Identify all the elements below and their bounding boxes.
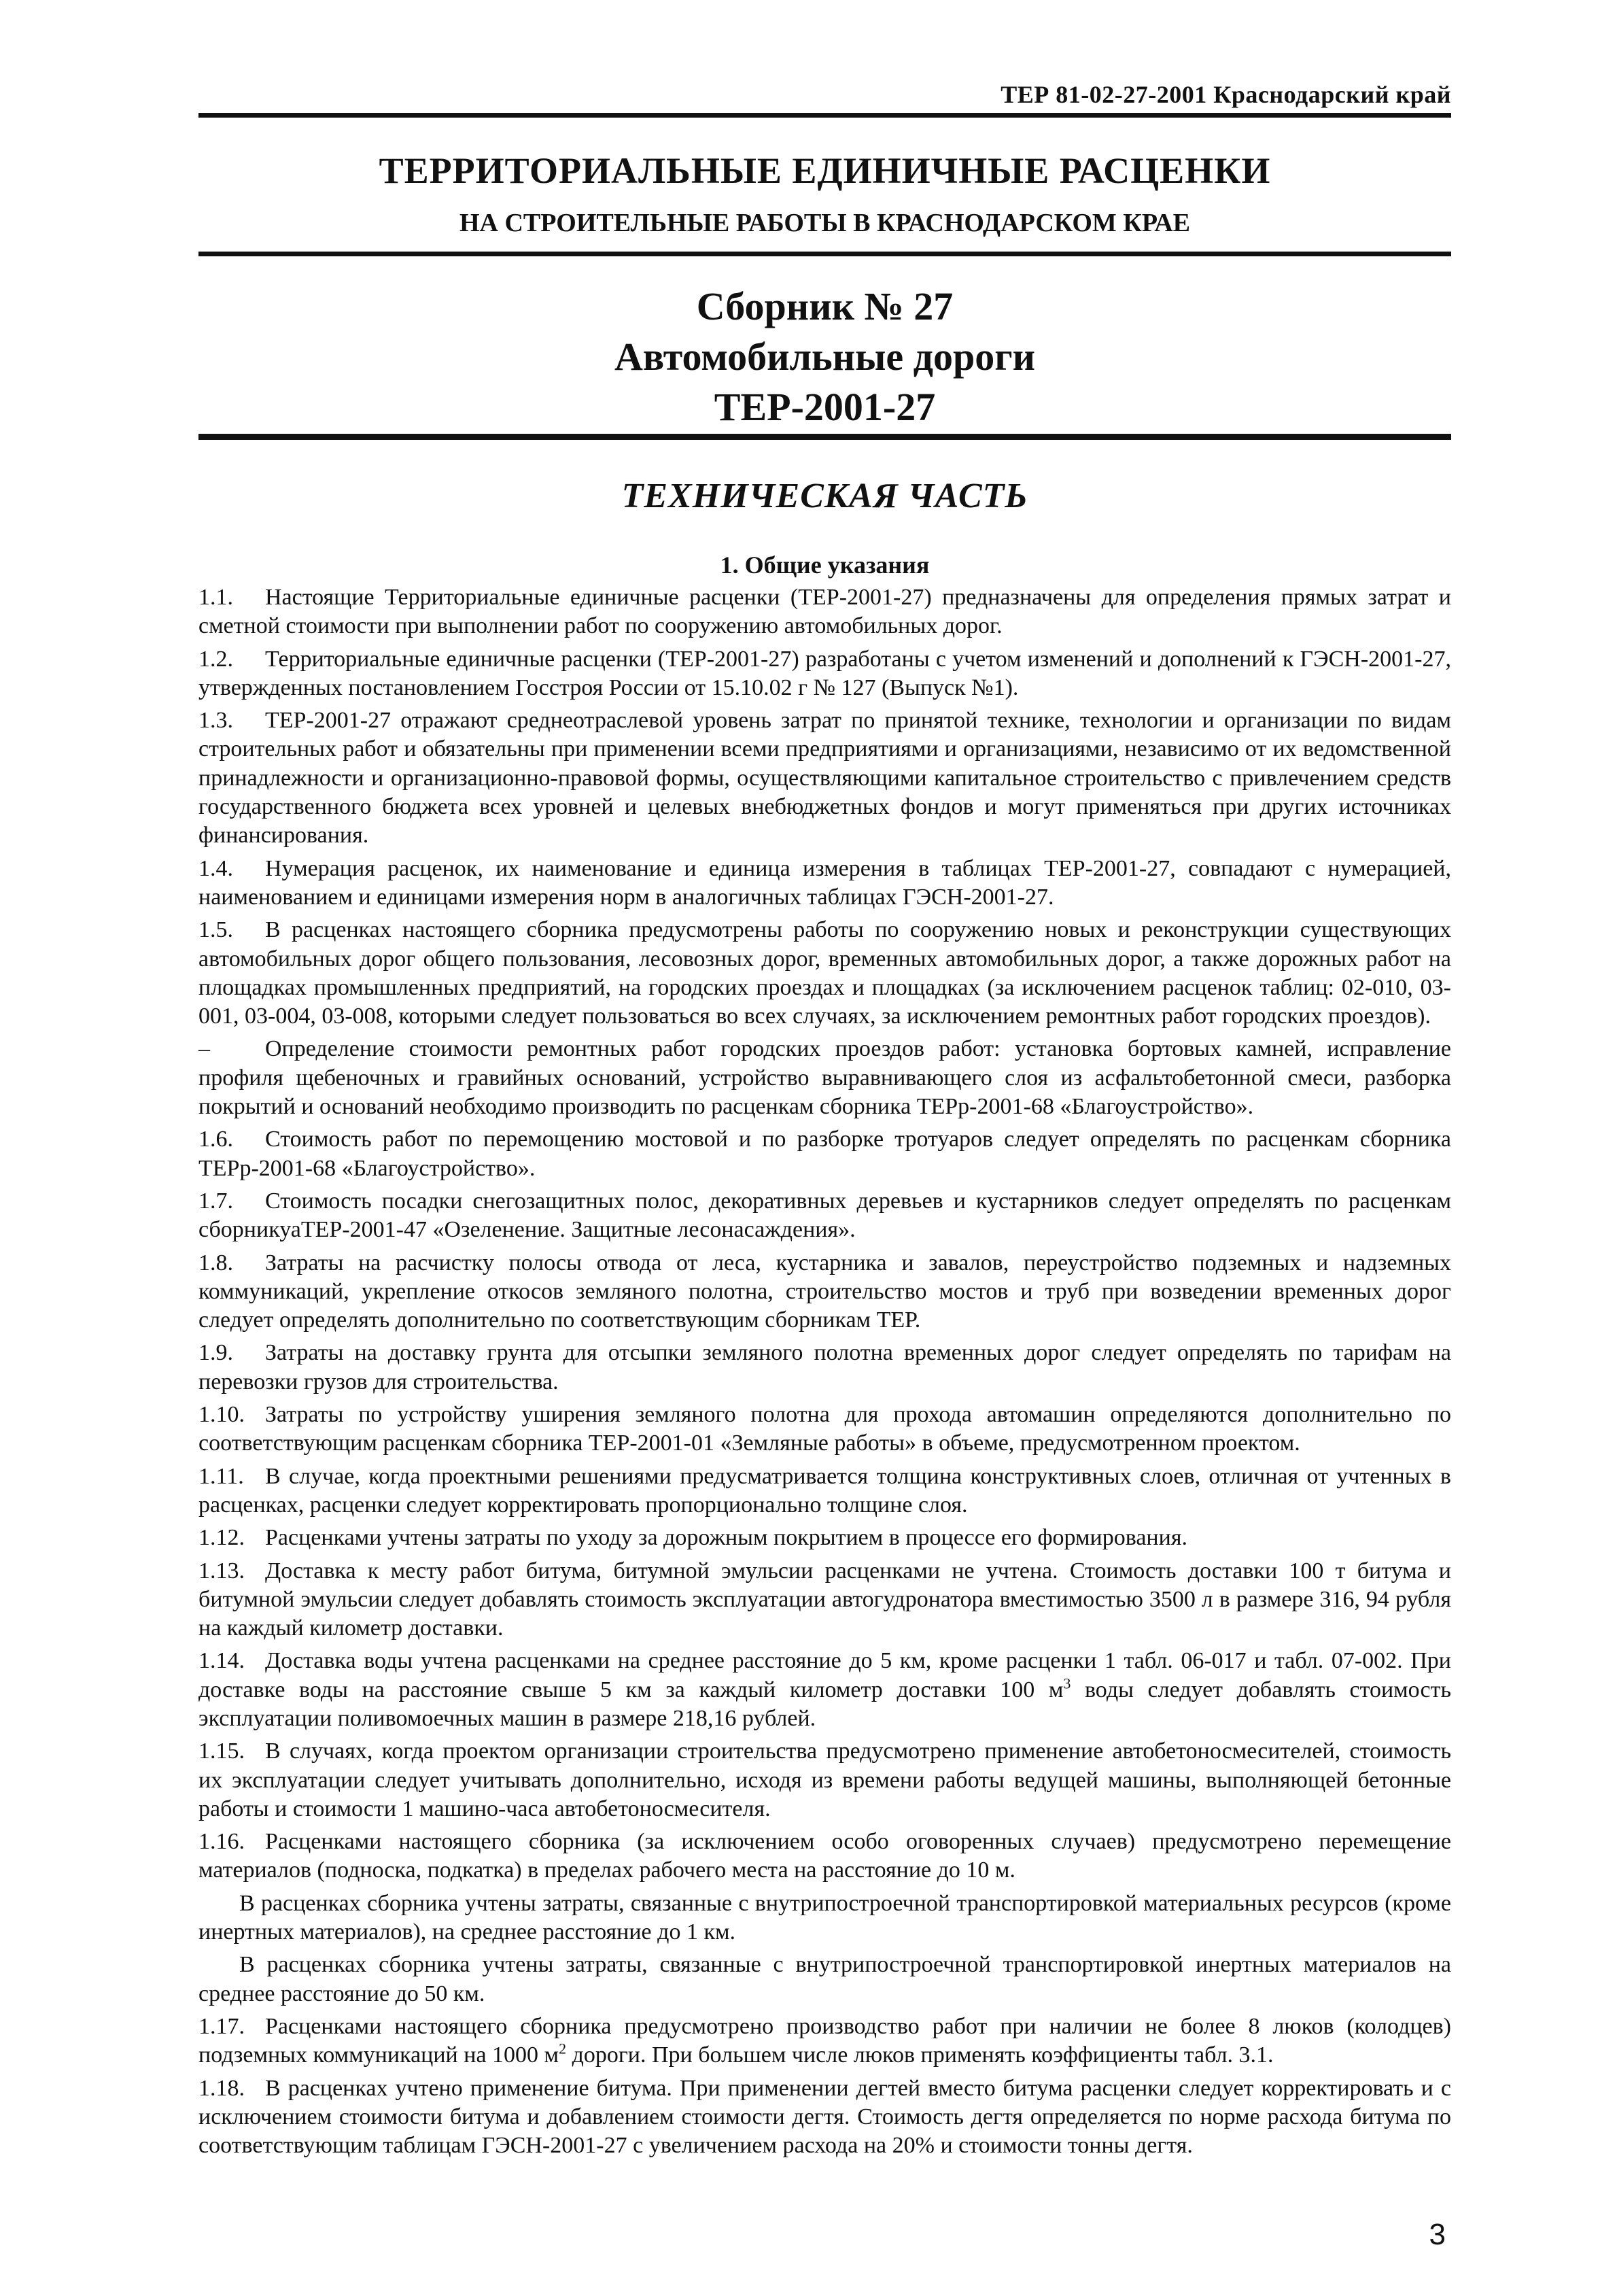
paragraph bbox=[198, 2012, 1451, 2070]
paragraph-number: 1.2. bbox=[198, 646, 233, 672]
paragraph-text: Расценками учтены затраты по уходу за дорожным покрытием в процессе его формирования. bbox=[265, 1525, 1187, 1551]
paragraph bbox=[198, 1035, 1451, 1121]
paragraph-number: 1.8. bbox=[198, 1250, 233, 1275]
paragraph bbox=[198, 1889, 1451, 1947]
main-title: ТЕРРИТОРИАЛЬНЫЕ ЕДИНИЧНЫЕ РАСЦЕНКИ bbox=[379, 150, 1271, 191]
paragraph-number: 1.12. bbox=[198, 1525, 245, 1551]
paragraph-number: 1.15. bbox=[198, 1738, 245, 1764]
paragraph bbox=[198, 1249, 1451, 1335]
paragraph-number: 1.1. bbox=[198, 585, 233, 610]
paragraph-text: Затраты по устройству уширения земляного полотна для прохода автомашин определяются дополнительно по соответствующим расценкам сборника ТЕР-2001-01 «Земляные работы» в объеме, предусмотренном проектом. bbox=[198, 1402, 1451, 1456]
paragraph-number: 1.10. bbox=[198, 1402, 245, 1428]
paragraph bbox=[198, 1951, 1451, 2008]
paragraph-text: Расценками настоящего сборника предусмотрено производство работ при наличии не более 8 люков (колодцев) подземных коммуникаций на 1000 м bbox=[198, 2013, 1451, 2068]
main-subtitle: НА СТРОИТЕЛЬНЫЕ РАБОТЫ В КРАСНОДАРСКОМ КРАЕ bbox=[459, 209, 1190, 237]
part-title: ТЕХНИЧЕСКАЯ ЧАСТЬ bbox=[621, 477, 1028, 515]
paragraph bbox=[198, 1187, 1451, 1245]
paragraph bbox=[198, 1401, 1451, 1458]
collection-code: ТЕР-2001-27 bbox=[714, 385, 936, 429]
running-head: ТЕР 81-02-27-2001 Краснодарский край bbox=[1001, 81, 1451, 108]
paragraph bbox=[198, 1462, 1451, 1520]
paragraph-number: 1.3. bbox=[198, 708, 233, 734]
paragraph bbox=[198, 1647, 1451, 1733]
paragraph bbox=[198, 1339, 1451, 1397]
paragraph-text: Затраты на расчистку полосы отвода от леса, кустарника и завалов, переустройство подземных и надземных коммуникаций, укрепление откосов земляного полотна, строительство мостов и труб при возведении временных дорог следует определять дополнительно по соответствующим сборникам ТЕР. bbox=[198, 1250, 1451, 1333]
paragraph bbox=[198, 645, 1451, 703]
paragraph-text: Стоимость работ по перемощению мостовой и по разборке тротуаров следует определять по расценкам сборника ТЕРр-2001-68 «Благоустройство». bbox=[198, 1127, 1451, 1181]
title-rule bbox=[198, 252, 1451, 256]
paragraph-number: 1.17. bbox=[198, 2013, 245, 2039]
paragraph-number: 1.16. bbox=[198, 1829, 245, 1855]
paragraph-text: Доставка к месту работ битума, битумной эмульсии расценками не учтена. Стоимость доставки 100 т битума и битумной эмульсии следует добавлять стоимость эксплуатации автогудронатора вместимостью 3500 л в размере 316, 94 рубля на каждый километр доставки. bbox=[198, 1558, 1451, 1641]
paragraph bbox=[198, 583, 1451, 641]
paragraph-text: Доставка воды учтена расценками на среднее расстояние до 5 км, кроме расценки 1 табл. 06-017 и табл. 07-002. При доставке воды на расстояние свыше 5 км за каждый километр доставки 100 м bbox=[198, 1648, 1451, 1702]
collection-name: Автомобильные дороги bbox=[614, 335, 1036, 379]
page-number: 3 bbox=[1429, 2218, 1446, 2251]
section-title: 1. Общие указания bbox=[720, 551, 930, 579]
collection-number: Сборник № 27 bbox=[696, 284, 954, 328]
paragraph bbox=[198, 1557, 1451, 1643]
paragraph-number: 1.14. bbox=[198, 1648, 245, 1674]
paragraph-text: ТЕР-2001-27 отражают среднеотраслевой уровень затрат по принятой технике, технологии и организации по видам строительных работ и обязательны при применении всеми предприятиями и организациями, независимо от их ведомственной принадлежности и организационно-правовой формы, осуществляющими капитальное строительство с привлечением средств государственного бюджета всех уровней и целевых внебюджетных фондов и могут применяться при других источниках финансирования. bbox=[198, 708, 1451, 849]
paragraph-text: В расценках сборника учтены затраты, связанные с внутрипостроечной транспортировкой материальных ресурсов (кроме инертных материалов), на среднее расстояние до 1 км. bbox=[198, 1890, 1451, 1945]
header-rule bbox=[198, 113, 1451, 118]
paragraph-text: Настоящие Территориальные единичные расценки (ТЕР-2001-27) предназначены для определения прямых затрат и сметной стоимости при выполнении работ по сооружению автомобильных дорог. bbox=[198, 585, 1451, 639]
superscript: 2 bbox=[559, 2040, 567, 2057]
paragraph-number: 1.18. bbox=[198, 2075, 245, 2101]
paragraph-text: В расценках сборника учтены затраты, связанные с внутрипостроечной транспортировкой инертных материалов на среднее расстояние до 50 км. bbox=[198, 1952, 1451, 2006]
superscript: 3 bbox=[1063, 1675, 1071, 1692]
paragraph-number: 1.7. bbox=[198, 1188, 233, 1214]
paragraph bbox=[198, 1524, 1451, 1552]
document-body bbox=[198, 583, 1451, 2164]
paragraph-text: В случае, когда проектными решениями предусматривается толщина конструктивных слоев, отличная от учтенных в расценках, расценки следует корректировать пропорционально толщине слоя. bbox=[198, 1463, 1451, 1518]
paragraph-text: Территориальные единичные расценки (ТЕР-2001-27) разработаны с учетом изменений и дополнений к ГЭСН-2001-27, утвержденных постановлением Госстроя России от 15.10.02 г № 127 (Выпуск №1). bbox=[198, 646, 1451, 700]
paragraph-text: Стоимость посадки снегозащитных полос, декоративных деревьев и кустарников следует определять по расценкам сборникуаТЕР-2001-47 «Озеленение. Защитные лесонасаждения». bbox=[198, 1188, 1451, 1243]
paragraph-number: – bbox=[198, 1036, 210, 1062]
paragraph bbox=[198, 2074, 1451, 2161]
paragraph-number: 1.6. bbox=[198, 1127, 233, 1152]
paragraph-text: Затраты на доставку грунта для отсыпки земляного полотна временных дорог следует определять по тарифам на перевозки грузов для строительства. bbox=[198, 1340, 1451, 1394]
paragraph-number: 1.5. bbox=[198, 917, 233, 943]
paragraph bbox=[198, 706, 1451, 850]
paragraph bbox=[198, 1828, 1451, 1885]
paragraph-number: 1.4. bbox=[198, 855, 233, 881]
paragraph-number: 1.11. bbox=[198, 1463, 244, 1489]
paragraph bbox=[198, 1125, 1451, 1183]
paragraph bbox=[198, 916, 1451, 1031]
paragraph bbox=[198, 855, 1451, 912]
paragraph-text: Расценками настоящего сборника (за исключением особо оговоренных случаев) предусмотрено перемещение материалов (подноска, подкатка) в пределах рабочего места на расстояние до 10 м. bbox=[198, 1829, 1451, 1883]
paragraph-text-continued: воды следует добавлять стоимость эксплуатации поливомоечных машин в размере 218,16 рублей. bbox=[198, 1677, 1451, 1731]
paragraph-text: В расценках настоящего сборника предусмотрены работы по сооружению новых и реконструкции существующих автомобильных дорог общего пользования, лесовозных дорог, временных автомобильных дорог, а также дорожных работ на площадках промышленных предприятий, на городских проездах и площадках (за исключением расценок таблиц: 02-010, 03-001, 03-004, 03-008, которыми следует пользоваться во всех случаях, за исключением ремонтных работ городских проездов). bbox=[198, 917, 1451, 1029]
paragraph bbox=[198, 1737, 1451, 1823]
paragraph-number: 1.13. bbox=[198, 1558, 245, 1583]
paragraph-text: Нумерация расценок, их наименование и единица измерения в таблицах ТЕР-2001-27, совпадают с нумерацией, наименованием и единицами измерения норм в аналогичных таблицах ГЭСН-2001-27. bbox=[198, 855, 1451, 910]
paragraph-text-continued: дороги. При большем числе люков применять коэффициенты табл. 3.1. bbox=[566, 2042, 1274, 2068]
paragraph-text: В случаях, когда проектом организации строительства предусмотрено применение автобетоносмесителей, стоимость их эксплуатации следует учитывать дополнительно, исходя из времени работы ведущей машины, выполняющей бетонные работы и стоимости 1 машино-часа автобетоносмесителя. bbox=[198, 1738, 1451, 1821]
collection-rule bbox=[198, 434, 1451, 440]
paragraph-number: 1.9. bbox=[198, 1340, 233, 1366]
paragraph-text: В расценках учтено применение битума. При применении дегтей вместо битума расценки следует корректировать и с исключением стоимости битума и добавлением стоимости дегтя. Стоимость дегтя определяется по норме расхода битума по соответствующим таблицам ГЭСН-2001-27 с увеличением расхода на 20% и стоимости тонны дегтя. bbox=[198, 2075, 1451, 2159]
paragraph-text: Определение стоимости ремонтных работ городских проездов работ: установка бортовых камней, исправление профиля щебеночных и гравийных оснований, устройство выравнивающего слоя из асфальтобетонной смеси, разборка покрытий и оснований необходимо производить по расценкам сборника ТЕРр-2001-68 «Благоустройство». bbox=[198, 1036, 1451, 1120]
